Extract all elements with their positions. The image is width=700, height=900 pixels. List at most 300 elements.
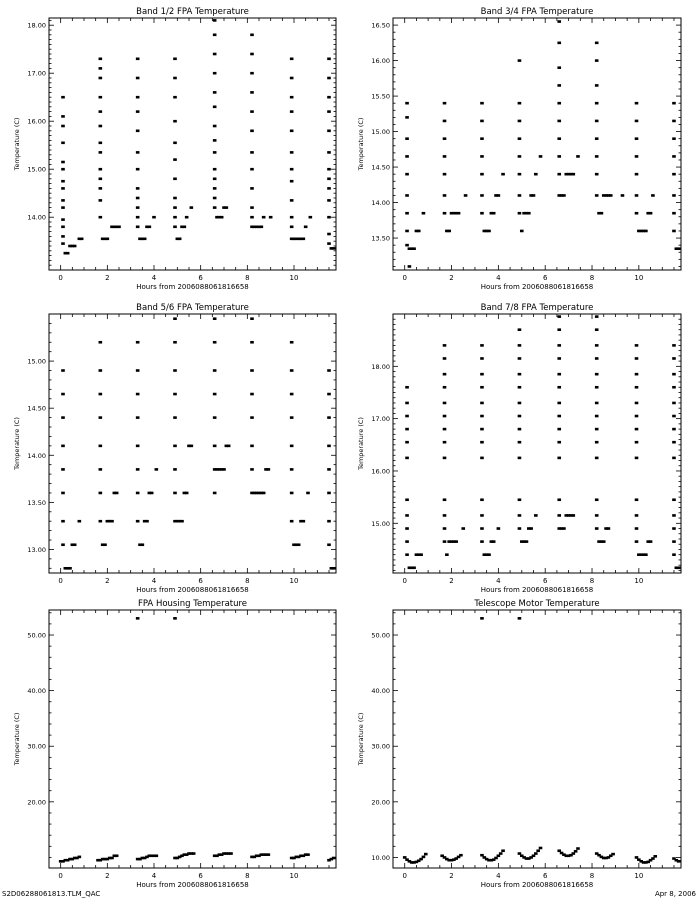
y-tick-label: 10.00: [371, 853, 390, 862]
data-point: [408, 265, 412, 268]
data-point: [635, 137, 639, 140]
data-point: [595, 194, 599, 197]
data-point: [532, 854, 536, 857]
x-axis-label: Hours from 2006088061816658: [136, 881, 249, 889]
data-point: [672, 441, 676, 444]
y-tick-label: 40.00: [371, 687, 390, 696]
data-point: [480, 137, 484, 140]
data-point: [327, 199, 331, 202]
data-point: [534, 852, 538, 855]
data-point: [327, 58, 331, 61]
data-point: [152, 216, 156, 219]
data-point: [61, 161, 65, 164]
data-point: [213, 341, 217, 344]
data-point: [480, 514, 484, 517]
data-point: [213, 206, 217, 209]
x-axis-label: Hours from 2006088061816658: [480, 586, 594, 594]
data-point: [290, 520, 294, 523]
plot-frame: [49, 610, 336, 868]
data-point: [250, 393, 254, 396]
data-point: [405, 102, 409, 105]
data-point: [73, 543, 77, 546]
data-point: [405, 457, 409, 460]
data-point: [136, 96, 140, 99]
data-point: [571, 852, 575, 855]
data-point: [405, 415, 409, 418]
x-tick-label: 2: [449, 872, 454, 880]
data-point: [327, 445, 331, 448]
data-point: [115, 492, 119, 495]
data-point: [405, 428, 409, 431]
y-tick-label: 16.00: [371, 467, 390, 476]
y-tick-label: 30.00: [371, 742, 390, 751]
data-point: [529, 527, 533, 530]
data-point: [99, 216, 103, 219]
data-point: [518, 415, 522, 418]
data-point: [99, 492, 103, 495]
data-point: [405, 116, 409, 119]
data-point: [644, 230, 648, 233]
data-point: [487, 553, 491, 556]
data-point: [405, 527, 409, 530]
y-tick-label: 15.00: [371, 128, 390, 137]
data-point: [213, 393, 217, 396]
data-point: [672, 120, 676, 123]
data-point: [173, 617, 177, 620]
data-point: [557, 173, 561, 176]
data-point: [557, 514, 561, 517]
data-point: [405, 244, 409, 247]
data-point: [518, 514, 522, 517]
data-point: [518, 137, 522, 140]
data-point: [595, 386, 599, 389]
y-tick-label: 13.50: [371, 234, 390, 243]
data-point: [250, 445, 254, 448]
data-point: [672, 137, 676, 140]
data-point: [672, 527, 676, 530]
chart-panel-2: [357, 7, 681, 291]
data-point: [644, 553, 648, 556]
data-point: [443, 527, 447, 530]
data-point: [250, 216, 254, 219]
data-point: [595, 42, 599, 45]
data-point: [635, 856, 639, 859]
data-point: [99, 445, 103, 448]
data-point: [518, 457, 522, 460]
data-point: [672, 498, 676, 501]
data-point: [68, 567, 72, 570]
data-point: [267, 468, 271, 471]
data-point: [290, 168, 294, 171]
data-point: [635, 386, 639, 389]
data-point: [405, 137, 409, 140]
y-tick-label: 14.50: [27, 404, 46, 413]
y-axis-label: Temperature (C): [13, 117, 21, 171]
data-point: [190, 206, 194, 209]
y-tick-label: 14.00: [27, 213, 46, 222]
data-point: [61, 520, 65, 523]
x-tick-label: 10: [289, 274, 299, 282]
data-point: [250, 53, 254, 56]
data-point: [173, 96, 177, 99]
data-point: [557, 373, 561, 376]
data-point: [595, 102, 599, 105]
data-point: [422, 212, 426, 215]
data-point: [173, 341, 177, 344]
data-point: [621, 194, 625, 197]
data-point: [290, 416, 294, 419]
chart-panel-5: [13, 599, 336, 889]
data-point: [290, 110, 294, 113]
data-point: [518, 428, 522, 431]
data-point: [213, 19, 217, 22]
data-point: [443, 514, 447, 517]
x-axis-label: Hours from 2006088061816658: [480, 283, 594, 291]
x-tick-label: 4: [496, 274, 501, 282]
data-point: [250, 187, 254, 190]
data-point: [480, 457, 484, 460]
data-point: [459, 854, 463, 857]
data-point: [499, 852, 503, 855]
data-point: [227, 445, 231, 448]
data-point: [290, 226, 294, 229]
data-point: [635, 173, 639, 176]
data-point: [518, 852, 522, 855]
data-point: [250, 416, 254, 419]
data-point: [80, 238, 84, 241]
data-point: [557, 415, 561, 418]
data-point: [412, 566, 416, 569]
data-point: [136, 416, 140, 419]
data-point: [309, 216, 313, 219]
x-tick-label: 6: [198, 274, 203, 282]
data-point: [576, 847, 580, 850]
data-point: [136, 130, 140, 133]
data-point: [443, 137, 447, 140]
data-point: [518, 357, 522, 360]
data-point: [419, 858, 423, 861]
data-point: [136, 77, 140, 80]
data-point: [443, 212, 447, 215]
data-point: [99, 393, 103, 396]
data-point: [213, 34, 217, 37]
x-tick-label: 8: [245, 872, 250, 880]
data-point: [290, 369, 294, 372]
data-point: [173, 206, 177, 209]
data-point: [173, 492, 177, 495]
data-point: [649, 212, 653, 215]
data-point: [480, 617, 484, 620]
y-tick-label: 16.00: [27, 117, 46, 126]
data-point: [518, 328, 522, 331]
data-point: [61, 115, 65, 118]
data-point: [635, 540, 639, 543]
data-point: [145, 520, 149, 523]
data-point: [527, 212, 531, 215]
x-tick-label: 4: [151, 872, 157, 880]
data-point: [290, 151, 294, 154]
data-point: [574, 850, 578, 853]
data-point: [672, 457, 676, 460]
data-point: [635, 415, 639, 418]
x-tick-label: 10: [634, 274, 644, 282]
data-point: [443, 428, 447, 431]
data-point: [173, 58, 177, 61]
chart-title: FPA Housing Temperature: [137, 599, 248, 609]
data-point: [99, 58, 103, 61]
data-point: [480, 540, 484, 543]
data-point: [422, 856, 426, 859]
data-point: [443, 120, 447, 123]
data-point: [672, 386, 676, 389]
data-point: [557, 402, 561, 405]
y-tick-label: 14.00: [27, 451, 46, 460]
x-tick-label: 6: [198, 577, 203, 585]
data-point: [173, 178, 177, 181]
x-tick-label: 4: [151, 577, 157, 585]
data-point: [595, 315, 599, 318]
data-point: [61, 543, 65, 546]
data-point: [173, 468, 177, 471]
x-tick-label: 10: [289, 872, 299, 880]
data-point: [480, 498, 484, 501]
data-point: [183, 226, 187, 229]
data-point: [61, 218, 65, 221]
data-point: [576, 155, 580, 158]
data-point: [557, 84, 561, 87]
x-axis-label: Hours from 2006088061816658: [136, 586, 249, 594]
y-tick-label: 15.00: [27, 357, 46, 366]
chart-panel-6: [357, 599, 681, 889]
data-point: [534, 514, 538, 517]
data-point: [267, 853, 271, 856]
data-point: [518, 194, 522, 197]
data-point: [443, 386, 447, 389]
data-point: [672, 428, 676, 431]
data-point: [61, 492, 65, 495]
data-point: [653, 855, 657, 858]
data-point: [518, 173, 522, 176]
data-point: [136, 187, 140, 190]
data-point: [557, 155, 561, 158]
data-point: [525, 540, 529, 543]
data-point: [173, 77, 177, 80]
data-point: [557, 498, 561, 501]
data-point: [649, 540, 653, 543]
data-point: [539, 155, 543, 158]
data-point: [61, 168, 65, 171]
data-point: [297, 543, 301, 546]
data-point: [173, 369, 177, 372]
data-point: [672, 415, 676, 418]
data-point: [518, 498, 522, 501]
data-point: [332, 567, 336, 570]
data-point: [651, 194, 655, 197]
data-point: [635, 357, 639, 360]
data-point: [443, 415, 447, 418]
data-point: [213, 416, 217, 419]
x-tick-label: 2: [105, 577, 110, 585]
data-point: [250, 130, 254, 133]
y-tick-label: 18.00: [27, 21, 46, 30]
data-point: [518, 402, 522, 405]
chart-panel-1: [13, 7, 336, 291]
data-point: [445, 553, 449, 556]
data-point: [602, 540, 606, 543]
data-point: [250, 468, 254, 471]
data-point: [562, 527, 566, 530]
y-tick-label: 17.00: [27, 69, 46, 78]
data-point: [497, 527, 501, 530]
data-point: [61, 226, 65, 229]
data-point: [557, 849, 561, 852]
data-point: [327, 543, 331, 546]
data-point: [327, 369, 331, 372]
y-tick-label: 17.00: [371, 415, 390, 424]
data-point: [66, 252, 70, 255]
data-point: [677, 860, 681, 863]
y-tick-label: 15.00: [27, 165, 46, 174]
data-point: [213, 91, 217, 94]
data-point: [150, 492, 154, 495]
data-point: [327, 151, 331, 154]
data-point: [497, 194, 501, 197]
data-point: [635, 344, 639, 347]
data-point: [99, 369, 103, 372]
y-tick-label: 13.50: [27, 498, 46, 507]
data-point: [136, 492, 140, 495]
data-point: [103, 543, 107, 546]
data-point: [635, 402, 639, 405]
x-tick-label: 4: [496, 872, 501, 880]
data-point: [492, 540, 496, 543]
data-point: [306, 853, 310, 856]
data-point: [557, 102, 561, 105]
data-point: [405, 498, 409, 501]
data-point: [447, 230, 451, 233]
data-point: [155, 854, 159, 857]
x-tick-label: 6: [198, 872, 203, 880]
plot-frame: [393, 314, 681, 573]
data-point: [262, 216, 266, 219]
data-point: [99, 341, 103, 344]
data-point: [595, 357, 599, 360]
x-tick-label: 6: [542, 872, 548, 880]
data-point: [61, 468, 65, 471]
data-point: [173, 416, 177, 419]
data-point: [173, 216, 177, 219]
data-point: [290, 468, 294, 471]
x-tick-label: 0: [402, 274, 407, 282]
data-point: [443, 540, 447, 543]
data-point: [497, 854, 501, 857]
data-point: [332, 247, 336, 250]
data-point: [136, 393, 140, 396]
data-point: [672, 173, 676, 176]
data-point: [110, 857, 114, 860]
data-point: [327, 216, 331, 219]
data-point: [290, 393, 294, 396]
data-point: [412, 247, 416, 250]
data-point: [99, 168, 103, 171]
data-point: [480, 173, 484, 176]
data-point: [595, 137, 599, 140]
data-point: [290, 96, 294, 99]
y-axis-label: Temperature (C): [13, 712, 21, 766]
data-point: [672, 553, 676, 556]
x-tick-label: 8: [589, 872, 595, 880]
data-point: [61, 445, 65, 448]
data-point: [290, 341, 294, 344]
data-point: [518, 59, 522, 62]
data-point: [492, 212, 496, 215]
data-point: [480, 373, 484, 376]
data-point: [213, 125, 217, 128]
data-point: [595, 402, 599, 405]
data-point: [595, 59, 599, 62]
data-point: [250, 341, 254, 344]
data-point: [99, 110, 103, 113]
data-point: [454, 540, 458, 543]
data-point: [501, 173, 505, 176]
data-point: [327, 468, 331, 471]
data-point: [405, 514, 409, 517]
data-point: [327, 187, 331, 190]
x-tick-label: 0: [58, 872, 63, 880]
y-tick-label: 50.00: [371, 631, 390, 640]
x-tick-label: 8: [589, 577, 595, 585]
data-point: [136, 206, 140, 209]
data-point: [635, 212, 639, 215]
data-point: [136, 226, 140, 229]
data-point: [405, 155, 409, 158]
data-point: [480, 415, 484, 418]
y-tick-label: 50.00: [27, 631, 46, 640]
data-point: [117, 226, 121, 229]
x-tick-label: 2: [449, 274, 454, 282]
data-point: [173, 393, 177, 396]
data-point: [220, 216, 224, 219]
data-point: [557, 344, 561, 347]
data-point: [635, 457, 639, 460]
x-tick-label: 6: [542, 577, 548, 585]
data-point: [518, 155, 522, 158]
data-point: [136, 110, 140, 113]
data-point: [99, 520, 103, 523]
data-point: [327, 77, 331, 80]
x-tick-label: 10: [634, 872, 644, 880]
data-point: [250, 110, 254, 113]
data-point: [61, 206, 65, 209]
data-point: [557, 428, 561, 431]
data-point: [136, 151, 140, 154]
data-point: [562, 194, 566, 197]
data-point: [61, 416, 65, 419]
data-point: [595, 441, 599, 444]
data-point: [136, 468, 140, 471]
data-point: [136, 445, 140, 448]
data-point: [672, 344, 676, 347]
data-point: [136, 617, 140, 620]
x-tick-label: 0: [402, 577, 407, 585]
data-point: [99, 416, 103, 419]
data-point: [61, 235, 65, 238]
plot-frame: [49, 18, 336, 270]
data-point: [136, 369, 140, 372]
data-point: [327, 130, 331, 133]
data-point: [501, 849, 505, 852]
data-point: [595, 428, 599, 431]
